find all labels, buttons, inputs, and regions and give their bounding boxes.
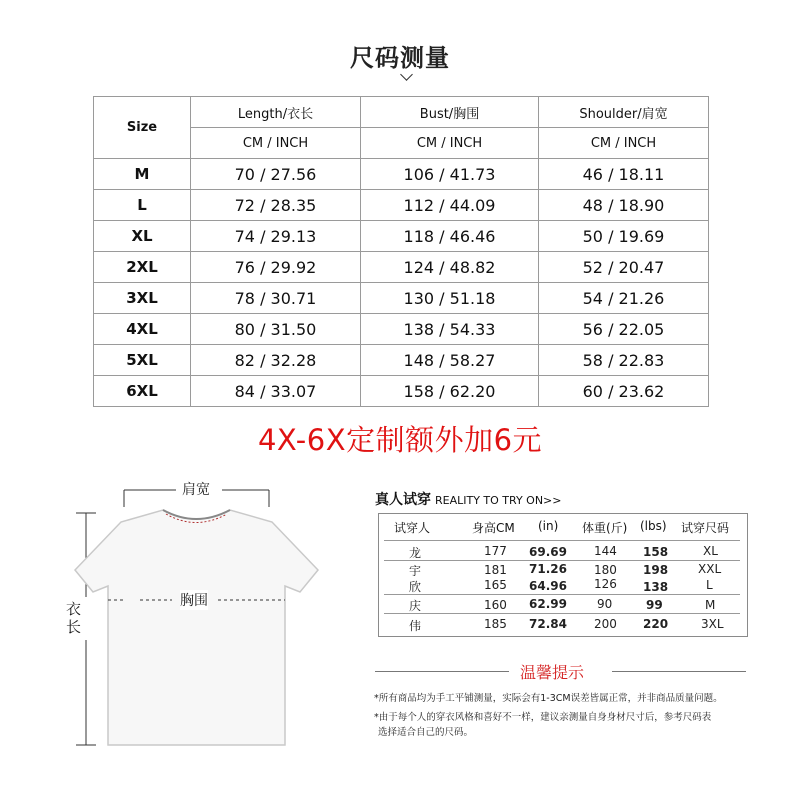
tryon-name: 庆: [409, 599, 422, 613]
shoulder-label: 肩宽: [182, 482, 210, 498]
table-row: [94, 159, 709, 190]
length-value: 84 / 33.07: [191, 376, 361, 407]
tips-title: 温馨提示: [520, 663, 585, 682]
note-text: *所有商品均为手工平铺测量，实际会有1-3CM误差皆属正常，并非商品质量问题。: [374, 693, 723, 704]
tips-divider-left: [375, 671, 509, 672]
bust-value: 124 / 48.82: [361, 252, 539, 283]
tshirt-diagram: [0, 470, 360, 800]
size-value: 6XL: [94, 376, 191, 407]
length-header: Length/衣长: [191, 97, 361, 128]
tryon-height: 181: [484, 563, 507, 577]
length-value: 76 / 29.92: [191, 252, 361, 283]
tryon-weight: 144: [594, 544, 617, 558]
length-value: 72 / 28.35: [191, 190, 361, 221]
divider: [384, 613, 740, 614]
tryon-header-person: 试穿人: [394, 521, 431, 535]
tryon-name: 宇: [409, 564, 422, 578]
shoulder-value: 50 / 19.69: [539, 221, 709, 252]
tryon-header-size: 试穿尺码: [681, 521, 730, 535]
bust-header: Bust/胸围: [361, 97, 539, 128]
tryon-header-height: 身高CM: [472, 521, 515, 535]
page-title: 尺码测量: [350, 44, 450, 72]
bust-value: 130 / 51.18: [361, 283, 539, 314]
shoulder-value: 46 / 18.11: [539, 159, 709, 190]
bust-value: 112 / 44.09: [361, 190, 539, 221]
size-value: 3XL: [94, 283, 191, 314]
length-value: 78 / 30.71: [191, 283, 361, 314]
size-value: 2XL: [94, 252, 191, 283]
divider: [384, 594, 740, 595]
tryon-lbs: 138: [643, 580, 669, 594]
shoulder-header: Shoulder/肩宽: [539, 97, 709, 128]
divider: [384, 540, 740, 541]
shoulder-value: 60 / 23.62: [539, 376, 709, 407]
bust-value: 138 / 54.33: [361, 314, 539, 345]
bust-value: 118 / 46.46: [361, 221, 539, 252]
tryon-title-en: REALITY TO TRY ON>>: [435, 494, 562, 507]
tryon-size: XXL: [698, 562, 722, 576]
note-text: *由于每个人的穿衣风格和喜好不一样，建议亲测量自身身材尺寸后，参考尺码表: [374, 712, 712, 723]
tryon-weight: 180: [594, 563, 617, 577]
tryon-header-inch: (in): [538, 519, 559, 533]
table-row: [94, 221, 709, 252]
size-header: Size: [94, 97, 191, 159]
note-text: 选择适合自己的尺码。: [378, 727, 474, 738]
shoulder-value: 48 / 18.90: [539, 190, 709, 221]
tryon-height: 177: [484, 544, 507, 558]
bust-value: 106 / 41.73: [361, 159, 539, 190]
bust-value: 148 / 58.27: [361, 345, 539, 376]
tryon-inch: 71.26: [529, 562, 567, 576]
promo-text: 4X-6X定制额外加6元: [257, 423, 543, 457]
table-row: [94, 376, 709, 407]
tryon-title: [375, 489, 562, 509]
unit-label: CM / INCH: [191, 128, 361, 159]
table-row: [94, 252, 709, 283]
unit-label: CM / INCH: [539, 128, 709, 159]
tryon-size: L: [706, 578, 713, 592]
tryon-weight: 90: [597, 597, 613, 611]
shoulder-value: 52 / 20.47: [539, 252, 709, 283]
tryon-height: 160: [484, 598, 507, 612]
tryon-lbs: 220: [643, 617, 669, 631]
length-value: 80 / 31.50: [191, 314, 361, 345]
size-value: L: [94, 190, 191, 221]
tryon-name: 欣: [409, 580, 422, 594]
tryon-inch: 72.84: [529, 617, 567, 631]
tryon-weight: 126: [594, 577, 617, 591]
tryon-header-lbs: (lbs): [640, 519, 667, 533]
unit-label: CM / INCH: [361, 128, 539, 159]
tryon-size: M: [705, 598, 716, 612]
tryon-height: 185: [484, 617, 507, 631]
length-label: 衣长: [66, 600, 82, 636]
tryon-inch: 64.96: [529, 579, 567, 593]
tryon-lbs: 99: [646, 598, 663, 612]
size-table: [93, 96, 709, 407]
bust-value: 158 / 62.20: [361, 376, 539, 407]
tryon-height: 165: [484, 578, 507, 592]
chest-label: 胸围: [180, 590, 208, 610]
divider: [384, 560, 740, 561]
size-value: 5XL: [94, 345, 191, 376]
tryon-inch: 69.69: [529, 545, 567, 559]
size-value: M: [94, 159, 191, 190]
shoulder-value: 56 / 22.05: [539, 314, 709, 345]
table-row: [94, 314, 709, 345]
size-value: 4XL: [94, 314, 191, 345]
tryon-size: 3XL: [701, 617, 724, 631]
table-row: [94, 190, 709, 221]
tryon-name: 龙: [409, 546, 422, 560]
length-value: 70 / 27.56: [191, 159, 361, 190]
table-row: [94, 345, 709, 376]
length-value: 82 / 32.28: [191, 345, 361, 376]
tryon-inch: 62.99: [529, 597, 567, 611]
tryon-header-weight: 体重(斤): [582, 521, 628, 535]
tryon-lbs: 158: [643, 545, 669, 559]
tryon-name: 伟: [409, 619, 422, 633]
tryon-title-cn: 真人试穿: [375, 492, 431, 508]
tryon-weight: 200: [594, 617, 617, 631]
tips-divider-right: [612, 671, 746, 672]
tryon-size: XL: [703, 544, 718, 558]
shoulder-value: 58 / 22.83: [539, 345, 709, 376]
size-value: XL: [94, 221, 191, 252]
length-value: 74 / 29.13: [191, 221, 361, 252]
shoulder-value: 54 / 21.26: [539, 283, 709, 314]
tryon-lbs: 198: [643, 563, 669, 577]
table-row: [94, 283, 709, 314]
tshirt-shape: [75, 510, 318, 745]
